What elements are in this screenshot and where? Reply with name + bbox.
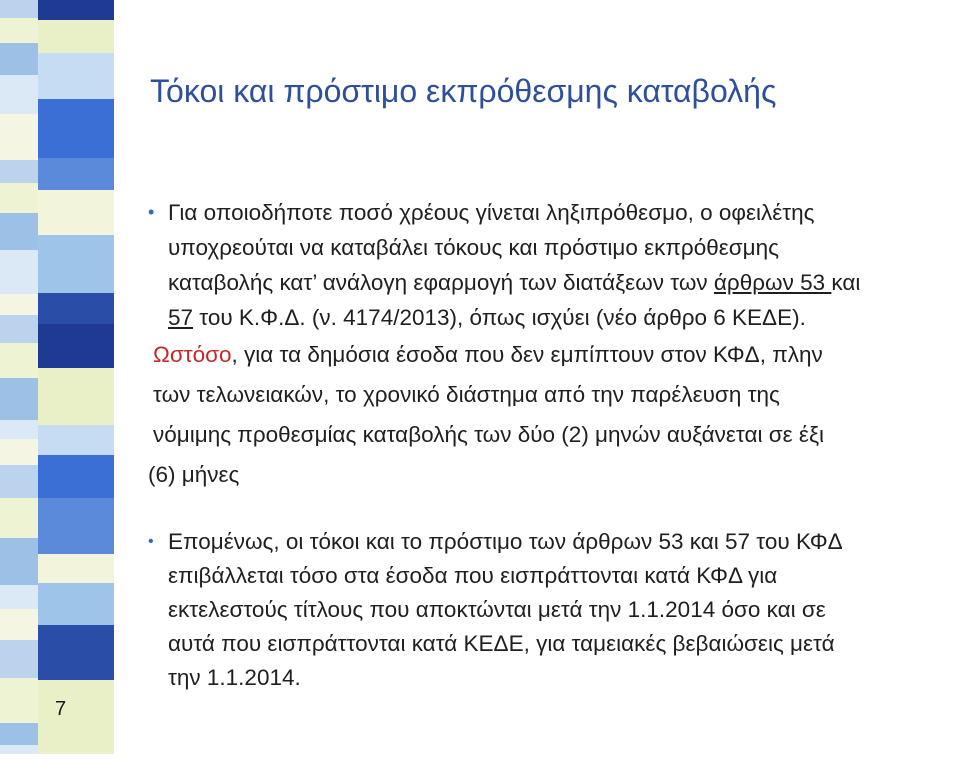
text-line: (6) μήνες — [148, 462, 240, 487]
text-line — [168, 300, 948, 335]
slide-body — [148, 195, 948, 695]
decorative-stripe — [0, 0, 120, 754]
text-line: των τελωνειακών, το χρονικό διάστημα από την παρέλευση της — [153, 382, 780, 407]
text-segment: , για τα δημόσια έσοδα που δεν εμπίπτουν στον ΚΦΔ, πλην — [231, 342, 823, 367]
article-link[interactable]: 57 — [168, 305, 194, 330]
paragraph-2 — [148, 335, 948, 495]
bullet-paragraph-1 — [148, 195, 948, 335]
bullet-paragraph-3 — [148, 525, 948, 695]
text-segment: του Κ.Φ.Δ. (ν. 4174/2013), όπως ισχύει (νέο άρθρο 6 ΚΕΔΕ). — [193, 305, 806, 330]
text-line: την 1.1.2014. — [168, 665, 301, 690]
page-number: 7 — [55, 698, 67, 720]
bullet-icon: • — [148, 202, 155, 222]
stripe-pattern — [0, 0, 120, 754]
slide-title: Τόκοι και πρόστιμο εκπρόθεσμης καταβολής — [150, 73, 777, 109]
text-line: επιβάλλεται τόσο στα έσοδα που εισπράττονται κατά ΚΦΔ για — [168, 563, 778, 588]
text-line: εκτελεστούς τίτλους που αποκτώνται μετά την 1.1.2014 όσο και σε — [168, 597, 826, 622]
highlight-word: Ωστόσο — [153, 342, 232, 367]
text-line — [153, 335, 948, 375]
text-line — [168, 265, 948, 300]
text-line: Για οποιοδήποτε ποσό χρέους γίνεται ληξιπρόθεσμο, ο οφειλέτης — [168, 200, 815, 225]
article-link[interactable]: άρθρων 53 — [713, 270, 832, 295]
bullet-icon: • — [148, 533, 154, 550]
text-line: αυτά που εισπράττονται κατά ΚΕΔΕ, για ταμειακές βεβαιώσεις μετά — [168, 631, 835, 656]
text-segment: και — [831, 270, 861, 295]
text-line: υποχρεούται να καταβάλει τόκους και πρόστιμο εκπρόθεσμης — [168, 235, 779, 260]
text-line: νόμιμης προθεσμίας καταβολής των δύο (2) μηνών αυξάνεται σε έξι — [153, 422, 825, 447]
text-segment: καταβολής κατ’ ανάλογη εφαρμογή των διατάξεων των — [168, 270, 714, 295]
text-line: Επομένως, οι τόκοι και το πρόστιμο των άρθρων 53 και 57 του ΚΦΔ — [168, 529, 843, 554]
